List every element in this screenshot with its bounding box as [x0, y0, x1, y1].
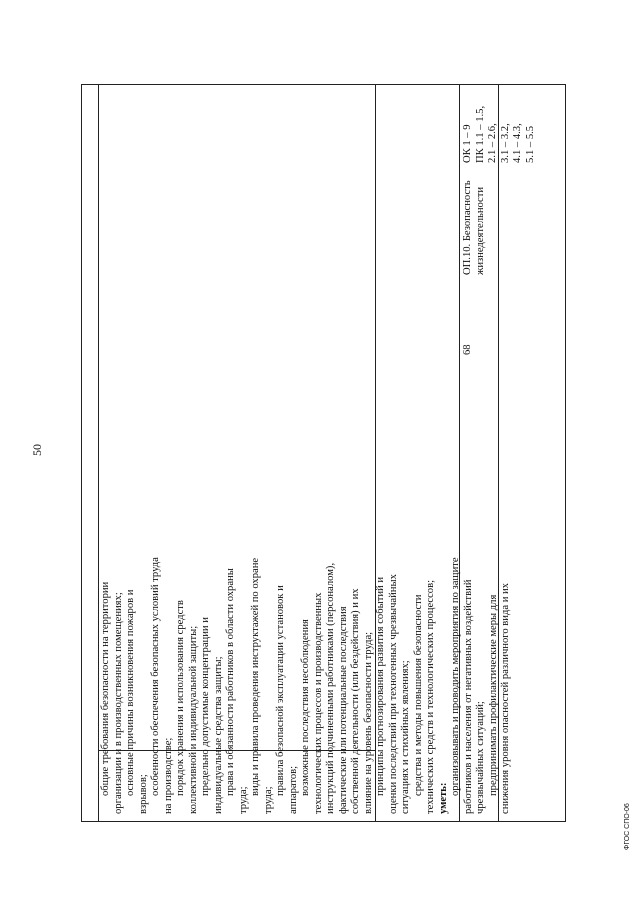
knowledge-line: фактические или потенциальные последствия: [337, 606, 349, 814]
knowledge-line: правила безопасной эксплуатации установок и: [275, 585, 286, 796]
competence-line-2: ПК 1.1 – 1.5,: [474, 105, 486, 163]
competence-line-1: ОК 1 – 9: [462, 124, 473, 163]
knowledge-line: права и обязанности работников в области охраны: [225, 568, 236, 796]
knowledge-line: инструкций подчиненными работниками (персоналом),: [325, 562, 336, 814]
knowledge-line: предельно допустимые концентрации и: [200, 617, 211, 796]
competence-line-5: 4.1 – 4.3,: [512, 123, 523, 163]
skill-line: снижения уровня опасностей различного вида и их: [500, 583, 511, 814]
knowledge-line: принципы прогнозирования развития событий и: [375, 577, 386, 796]
knowledge-line: виды и правила проведения инструктажей по охране: [250, 557, 261, 796]
page-number: 50: [30, 444, 44, 456]
knowledge-line: ситуациях и стихийных явлениях;: [400, 660, 411, 814]
column-divider-1: [81, 821, 566, 822]
knowledge-line: средства и методы повышения безопасности: [412, 594, 424, 796]
knowledge-line: труда;: [237, 786, 249, 814]
knowledge-line: собственной деятельности (или бездействия) и их: [350, 588, 361, 814]
knowledge-line: влияние на уровень безопасности труда;: [362, 631, 374, 814]
skill-line: чрезвычайных ситуаций;: [475, 701, 486, 814]
footer-code: ФГОС СПО-06: [624, 803, 631, 850]
skill-line: работников и населения от негативных воздействий: [462, 579, 474, 814]
competence-line-6: 5.1 – 5.5: [524, 125, 536, 163]
knowledge-line: на производстве;: [162, 737, 174, 814]
table-border-bottom: [565, 84, 566, 822]
hours-value: 68: [462, 344, 473, 355]
hours-cell: [462, 315, 480, 355]
content-block: [100, 444, 513, 817]
knowledge-line: технических средств и технологических процессов;: [425, 579, 436, 814]
knowledge-line: общие требования безопасности на территории: [100, 581, 111, 796]
skill-line: предпринимать профилактические меры для: [487, 594, 499, 796]
knowledge-line: оценки последствий при техногенных чрезвычайных: [387, 574, 399, 814]
skills-heading: уметь:: [437, 782, 449, 814]
knowledge-line: аппаратов;: [287, 765, 299, 814]
knowledge-line: основные причины возникновения пожаров и: [125, 589, 136, 796]
skill-line: организовывать и проводить мероприятия по защите: [450, 557, 461, 796]
knowledge-line: коллективной и индивидуальной защиты;: [187, 625, 199, 814]
discipline-line-1: ОП.10. Безопасность: [462, 180, 473, 275]
discipline-line-2: жизнедеятельности: [474, 186, 486, 275]
knowledge-line: особенности обеспечения безопасных условий труда: [150, 557, 161, 796]
knowledge-line: труда;: [262, 786, 274, 814]
knowledge-line: порядок хранения и использования средств: [175, 600, 186, 796]
table-border-top: [81, 84, 82, 822]
column-divider-5: [98, 84, 99, 822]
knowledge-line: возможные последствия несоблюдения: [300, 619, 311, 796]
knowledge-line: организации и в производственных помещениях;: [112, 592, 124, 814]
competence-line-3: 2.1 – 2.6,: [487, 123, 498, 163]
knowledge-line: технологических процессов и производственных: [312, 592, 324, 814]
competence-line-4: 3.1 – 3.2,: [499, 123, 511, 163]
knowledge-line: индивидуальные средства защиты;: [212, 656, 224, 814]
knowledge-line: взрывов;: [137, 774, 149, 814]
competence-cell: [462, 85, 564, 163]
